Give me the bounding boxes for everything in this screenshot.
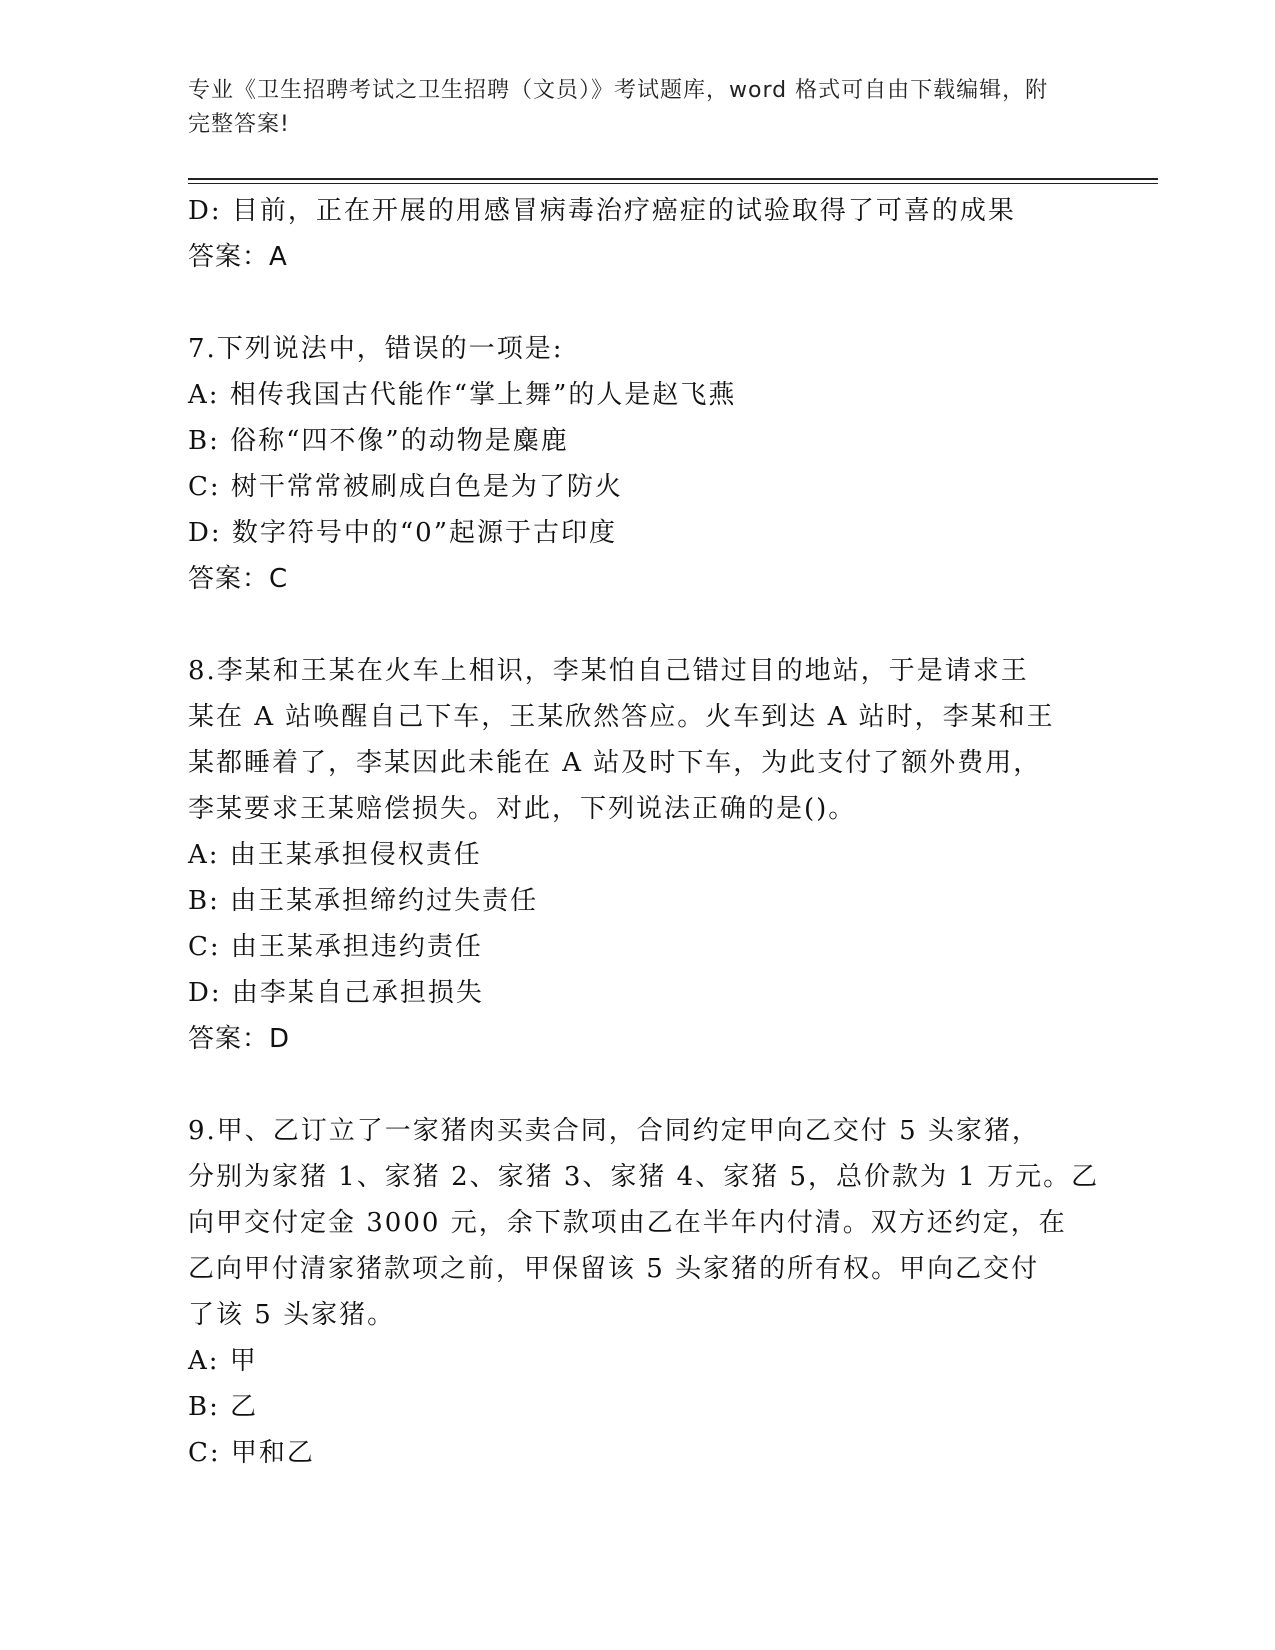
- option-b: B: 乙: [188, 1392, 259, 1422]
- question-6-tail: [188, 188, 1088, 280]
- option-a: A: 由王某承担侵权责任: [188, 840, 482, 870]
- answer-line: 答案：C: [188, 564, 289, 594]
- question-stem-line: 了该 5 头家猪。: [188, 1300, 396, 1330]
- header-divider-thick: [188, 178, 1158, 180]
- spacer: [188, 602, 1088, 648]
- question-stem-line: 某都睡着了，李某因此未能在 A 站及时下车，为此支付了额外费用，: [188, 748, 1042, 778]
- spacer: [188, 1062, 1088, 1108]
- question-stem-line: 8.李某和王某在火车上相识，李某怕自己错过目的地站，于是请求王: [188, 656, 1029, 686]
- option-c: C: 甲和乙: [188, 1438, 315, 1468]
- answer-line: 答案：D: [188, 1024, 291, 1054]
- question-9: [188, 1108, 1100, 1476]
- answer-line: 答案：A: [188, 242, 288, 272]
- option-b: B: 俗称“四不像”的动物是麋鹿: [188, 426, 569, 456]
- option-a: A: 甲: [188, 1346, 258, 1376]
- question-stem-line: 乙向甲付清家猪款项之前，甲保留该 5 头家猪的所有权。甲向乙交付: [188, 1254, 1040, 1284]
- question-stem-line: 9.甲、乙订立了一家猪肉买卖合同，合同约定甲向乙交付 5 头家猪，: [188, 1116, 1040, 1146]
- header-divider-thin: [188, 183, 1158, 184]
- question-stem-line: 向甲交付定金 3000 元，余下款项由乙在半年内付清。双方还约定，在: [188, 1208, 1067, 1238]
- question-stem-line: 分别为家猪 1、家猪 2、家猪 3、家猪 4、家猪 5，总价款为 1 万元。乙: [188, 1162, 1100, 1192]
- option-d: D: 由李某自己承担损失: [188, 978, 484, 1008]
- question-7: [188, 326, 1088, 602]
- question-stem-line: 某在 A 站唤醒自己下车，王某欣然答应。火车到达 A 站时，李某和王: [188, 702, 1055, 732]
- option-d: D: 数字符号中的“0”起源于古印度: [188, 518, 617, 548]
- question-8: [188, 648, 1088, 1062]
- question-content: [188, 188, 1100, 1476]
- spacer: [188, 280, 1088, 326]
- option-a: A: 相传我国古代能作“掌上舞”的人是赵飞燕: [188, 380, 737, 410]
- question-stem-line: 李某要求王某赔偿损失。对此，下列说法正确的是()。: [188, 794, 857, 824]
- option-c: C: 树干常常被刷成白色是为了防火: [188, 472, 623, 502]
- option-b: B: 由王某承担缔约过失责任: [188, 886, 539, 916]
- option-d: D: 目前，正在开展的用感冒病毒治疗癌症的试验取得了可喜的成果: [188, 196, 1016, 226]
- page-header: 专业《卫生招聘考试之卫生招聘（文员）》考试题库，word 格式可自由下载编辑，附完整答案!: [188, 78, 1049, 137]
- question-stem: 7.下列说法中，错误的一项是:: [188, 334, 564, 364]
- option-c: C: 由王某承担违约责任: [188, 932, 483, 962]
